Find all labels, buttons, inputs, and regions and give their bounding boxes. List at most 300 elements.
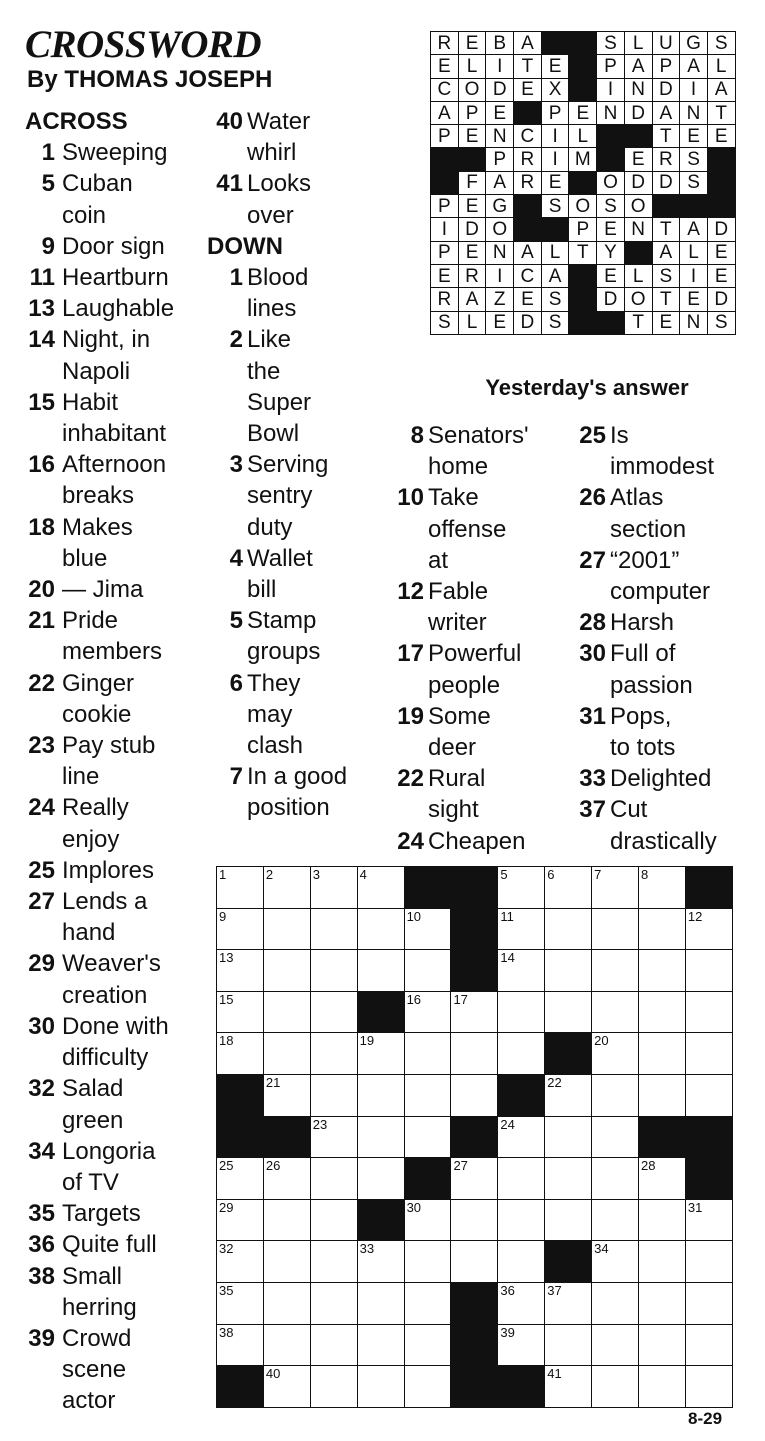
clue-text: may <box>247 700 293 728</box>
grid-cell[interactable] <box>217 1241 264 1283</box>
grid-cell[interactable] <box>685 908 732 950</box>
grid-cell[interactable] <box>451 991 498 1033</box>
clue-down-19 <box>388 701 553 763</box>
answer-letter: E <box>458 125 486 148</box>
clue-across-18 <box>25 512 200 574</box>
grid-cell[interactable] <box>451 1241 498 1283</box>
black-square <box>569 288 597 311</box>
grid-cell[interactable] <box>263 950 310 992</box>
black-square <box>498 1074 545 1116</box>
answer-letter: I <box>431 218 459 241</box>
grid-cell[interactable] <box>685 1282 732 1324</box>
answer-letter: E <box>680 288 708 311</box>
grid-cell[interactable] <box>498 1324 545 1366</box>
clue-down-24 <box>388 826 553 857</box>
cell-number: 14 <box>500 950 515 966</box>
grid-cell[interactable] <box>263 991 310 1033</box>
clue-across-35 <box>25 1198 200 1229</box>
clue-text: inhabitant <box>62 420 167 448</box>
clue-number: 30 <box>28 1012 55 1040</box>
answer-letter: C <box>514 125 542 148</box>
clue-text: Longoria <box>62 1137 156 1165</box>
grid-cell[interactable] <box>310 1282 357 1324</box>
answer-letter: P <box>541 101 569 124</box>
cell-number: 8 <box>641 867 649 882</box>
clue-number: 29 <box>28 950 55 978</box>
grid-cell[interactable] <box>545 1158 592 1200</box>
cell-number: 16 <box>406 991 422 1007</box>
answer-row <box>431 264 736 287</box>
answer-letter: I <box>541 125 569 148</box>
clue-number: 28 <box>579 609 606 637</box>
grid-cell[interactable] <box>310 1241 357 1283</box>
grid-cell[interactable] <box>310 1366 357 1408</box>
black-square <box>458 148 486 171</box>
black-square <box>451 1116 498 1158</box>
clue-text: clash <box>247 732 304 760</box>
answer-letter: E <box>707 264 735 287</box>
grid-cell[interactable] <box>310 1158 357 1200</box>
grid-cell[interactable] <box>545 908 592 950</box>
grid-cell[interactable] <box>263 1199 310 1241</box>
answer-letter: S <box>597 32 625 55</box>
answer-letter: P <box>486 148 514 171</box>
grid-cell[interactable] <box>639 991 686 1033</box>
grid-cell[interactable] <box>639 1074 686 1116</box>
grid-cell[interactable] <box>217 1199 264 1241</box>
grid-cell[interactable] <box>545 1199 592 1241</box>
clue-text: Weaver's <box>62 950 161 978</box>
grid-cell[interactable] <box>685 950 732 992</box>
clue-across-23 <box>25 730 200 792</box>
clue-number: 10 <box>397 484 424 512</box>
grid-cell[interactable] <box>592 1199 639 1241</box>
grid-cell[interactable] <box>217 867 264 909</box>
grid-cell[interactable] <box>639 1366 686 1408</box>
answer-letter: N <box>486 241 514 264</box>
clue-down-22 <box>388 763 553 825</box>
clue-text: sight <box>428 796 479 824</box>
cell-number: 40 <box>265 1366 281 1382</box>
grid-cell[interactable] <box>357 1324 404 1366</box>
answer-letter: I <box>486 55 514 78</box>
answer-letter: A <box>680 55 708 78</box>
grid-cell[interactable] <box>545 991 592 1033</box>
clue-number: 23 <box>28 732 55 760</box>
answer-letter: L <box>541 241 569 264</box>
clue-across-36 <box>25 1229 200 1260</box>
clue-number: 25 <box>579 422 606 449</box>
grid-cell[interactable] <box>451 1033 498 1075</box>
grid-cell[interactable] <box>310 1199 357 1241</box>
grid-cell[interactable] <box>498 908 545 950</box>
answer-letter: G <box>680 32 708 55</box>
grid-cell[interactable] <box>263 1282 310 1324</box>
grid-cell[interactable] <box>639 867 686 909</box>
answer-letter: D <box>514 311 542 334</box>
grid-cell[interactable] <box>357 950 404 992</box>
crossword-grid <box>216 866 733 1408</box>
answer-letter: E <box>458 195 486 218</box>
grid-cell[interactable] <box>639 950 686 992</box>
clue-text: Targets <box>62 1200 141 1228</box>
answer-letter: R <box>431 32 459 55</box>
grid-cell[interactable] <box>217 1158 264 1200</box>
grid-cell[interactable] <box>310 1074 357 1116</box>
grid-cell[interactable] <box>545 1074 592 1116</box>
grid-cell[interactable] <box>217 1324 264 1366</box>
grid-cell[interactable] <box>357 1282 404 1324</box>
grid-cell[interactable] <box>310 950 357 992</box>
grid-cell[interactable] <box>685 1033 732 1075</box>
grid-cell[interactable] <box>498 867 545 909</box>
black-square <box>569 78 597 101</box>
grid-cell[interactable] <box>263 1033 310 1075</box>
clue-down-25 <box>570 420 740 482</box>
cell-number: 39 <box>500 1324 515 1340</box>
clue-text: position <box>247 794 330 822</box>
grid-cell[interactable] <box>545 1116 592 1158</box>
grid-cell[interactable] <box>357 867 404 909</box>
clue-down-17 <box>388 638 553 700</box>
answer-row <box>431 148 736 171</box>
black-square <box>357 991 404 1033</box>
clue-text: Habit <box>62 388 119 416</box>
clue-number: 20 <box>28 576 55 604</box>
grid-cell[interactable] <box>310 1033 357 1075</box>
clue-number: 21 <box>28 607 55 635</box>
black-square <box>569 171 597 194</box>
clue-across-5 <box>25 168 200 230</box>
answer-letter: N <box>486 125 514 148</box>
grid-cell[interactable] <box>685 991 732 1033</box>
answer-letter: A <box>680 218 708 241</box>
grid-cell[interactable] <box>639 908 686 950</box>
grid-cell[interactable] <box>592 908 639 950</box>
grid-cell[interactable] <box>498 1282 545 1324</box>
answer-letter: A <box>486 171 514 194</box>
answer-letter: P <box>569 218 597 241</box>
grid-cell[interactable] <box>263 1241 310 1283</box>
grid-cell[interactable] <box>404 1282 451 1324</box>
answer-letter: D <box>707 288 735 311</box>
clue-across-32 <box>25 1073 200 1135</box>
clue-across-24 <box>25 792 200 854</box>
grid-cell[interactable] <box>685 1199 732 1241</box>
black-square <box>514 218 542 241</box>
clue-text: creation <box>62 981 148 1009</box>
cell-number: 33 <box>359 1241 375 1257</box>
answer-letter: P <box>431 195 459 218</box>
answer-letter: S <box>652 264 680 287</box>
grid-cell[interactable] <box>217 1033 264 1075</box>
answer-letter: L <box>680 241 708 264</box>
grid-cell[interactable] <box>451 1158 498 1200</box>
grid-cell[interactable] <box>592 1241 639 1283</box>
answer-letter: T <box>569 241 597 264</box>
black-square <box>597 125 625 148</box>
grid-cell[interactable] <box>498 950 545 992</box>
answer-letter: T <box>624 311 652 334</box>
grid-cell[interactable] <box>639 1324 686 1366</box>
answer-letter: E <box>569 101 597 124</box>
clue-text: enjoy <box>62 825 120 853</box>
cell-number: 26 <box>265 1158 281 1174</box>
clue-down-1 <box>207 262 367 324</box>
grid-cell[interactable] <box>545 867 592 909</box>
black-square <box>707 195 735 218</box>
clue-across-14 <box>25 324 200 386</box>
clue-down-33 <box>570 763 740 794</box>
grid-cell[interactable] <box>357 1116 404 1158</box>
grid-cell[interactable] <box>404 991 451 1033</box>
cell-number: 41 <box>547 1366 562 1382</box>
grid-cell[interactable] <box>545 950 592 992</box>
grid-cell[interactable] <box>404 950 451 992</box>
grid-cell[interactable] <box>592 1282 639 1324</box>
clue-text: groups <box>247 638 321 666</box>
clue-across-21 <box>25 605 200 667</box>
clue-text: Laughable <box>62 295 175 323</box>
answer-letter: L <box>624 32 652 55</box>
grid-cell[interactable] <box>357 1241 404 1283</box>
grid-cell[interactable] <box>357 1033 404 1075</box>
grid-cell[interactable] <box>357 1158 404 1200</box>
grid-cell[interactable] <box>217 950 264 992</box>
clue-text: Sweeping <box>62 139 168 167</box>
grid-cell[interactable] <box>592 867 639 909</box>
clue-across-11 <box>25 262 200 293</box>
black-square <box>541 32 569 55</box>
answer-letter: D <box>707 218 735 241</box>
clue-text: Serving <box>247 451 329 479</box>
clue-number: 11 <box>29 264 55 292</box>
clue-across-38 <box>25 1261 200 1323</box>
clue-across-40 <box>207 106 367 168</box>
grid-cell[interactable] <box>685 1074 732 1116</box>
grid-cell[interactable] <box>592 1116 639 1158</box>
grid-cell[interactable] <box>685 1324 732 1366</box>
grid-cell[interactable] <box>639 1158 686 1200</box>
answer-letter: Y <box>597 241 625 264</box>
grid-cell[interactable] <box>592 950 639 992</box>
grid-row <box>217 1324 733 1366</box>
answer-row <box>431 32 736 55</box>
grid-cell[interactable] <box>404 1366 451 1408</box>
clue-column-4 <box>570 420 740 857</box>
grid-cell[interactable] <box>685 1366 732 1408</box>
answer-row <box>431 195 736 218</box>
clue-number: 33 <box>579 765 606 793</box>
clue-number: 22 <box>397 765 424 793</box>
grid-cell[interactable] <box>639 1033 686 1075</box>
clue-text: passion <box>610 671 693 699</box>
grid-cell[interactable] <box>404 1033 451 1075</box>
grid-cell[interactable] <box>685 1241 732 1283</box>
clue-text: Quite full <box>62 1231 157 1259</box>
clue-down-28 <box>570 607 740 638</box>
answer-letter: N <box>624 78 652 101</box>
clue-number: 37 <box>579 796 606 824</box>
clue-text: They <box>247 669 301 697</box>
clue-number: 34 <box>28 1137 55 1165</box>
grid-cell[interactable] <box>217 908 264 950</box>
clue-text: difficulty <box>62 1044 149 1072</box>
answer-letter: S <box>597 195 625 218</box>
grid-cell[interactable] <box>404 1199 451 1241</box>
clue-text: the <box>247 357 281 385</box>
grid-cell[interactable] <box>592 991 639 1033</box>
clue-number: 32 <box>28 1075 55 1103</box>
grid-cell[interactable] <box>592 1074 639 1116</box>
black-square <box>451 1366 498 1408</box>
clue-across-22 <box>25 668 200 730</box>
grid-cell[interactable] <box>498 1199 545 1241</box>
grid-cell[interactable] <box>404 1074 451 1116</box>
grid-cell[interactable] <box>310 1116 357 1158</box>
black-square <box>685 1116 732 1158</box>
answer-letter: E <box>707 125 735 148</box>
grid-cell[interactable] <box>263 1366 310 1408</box>
answer-letter: O <box>486 218 514 241</box>
answer-letter: O <box>458 78 486 101</box>
answer-letter: N <box>680 311 708 334</box>
answer-letter: C <box>514 264 542 287</box>
grid-cell[interactable] <box>639 1199 686 1241</box>
grid-cell[interactable] <box>263 867 310 909</box>
clue-text: whirl <box>247 139 297 167</box>
answer-letter: S <box>541 195 569 218</box>
grid-cell[interactable] <box>498 1033 545 1075</box>
grid-cell[interactable] <box>498 1241 545 1283</box>
answer-letter: E <box>652 311 680 334</box>
grid-cell[interactable] <box>545 1282 592 1324</box>
answer-row <box>431 171 736 194</box>
clue-text: coin <box>62 201 107 229</box>
clue-text: blue <box>62 544 108 572</box>
down-heading: DOWN <box>207 232 283 260</box>
grid-cell[interactable] <box>592 1366 639 1408</box>
clue-across-29 <box>25 948 200 1010</box>
grid-cell[interactable] <box>217 991 264 1033</box>
grid-cell[interactable] <box>357 1366 404 1408</box>
grid-row <box>217 867 733 909</box>
grid-cell[interactable] <box>498 1158 545 1200</box>
cell-number: 20 <box>594 1033 609 1049</box>
grid-row <box>217 908 733 950</box>
cell-number: 38 <box>219 1324 234 1340</box>
black-square <box>541 218 569 241</box>
grid-cell[interactable] <box>404 1324 451 1366</box>
clue-text: Wallet <box>247 544 313 572</box>
answer-letter: M <box>569 148 597 171</box>
cell-number: 19 <box>359 1033 375 1049</box>
grid-cell[interactable] <box>217 1282 264 1324</box>
clue-text: Crowd <box>62 1324 132 1352</box>
grid-cell[interactable] <box>639 1241 686 1283</box>
grid-cell[interactable] <box>263 908 310 950</box>
cell-number: 36 <box>500 1282 515 1298</box>
answer-letter: T <box>514 55 542 78</box>
grid-cell[interactable] <box>592 1158 639 1200</box>
grid-cell[interactable] <box>592 1033 639 1075</box>
clue-text: Really <box>62 794 129 822</box>
grid-cell[interactable] <box>498 991 545 1033</box>
clue-number: 8 <box>410 422 424 449</box>
answer-letter: E <box>514 288 542 311</box>
grid-cell[interactable] <box>404 908 451 950</box>
grid-cell[interactable] <box>310 908 357 950</box>
answer-letter: I <box>486 264 514 287</box>
clue-text: section <box>610 515 687 543</box>
answer-letter: E <box>597 264 625 287</box>
clue-text: bill <box>247 576 277 604</box>
black-square <box>639 1116 686 1158</box>
clue-number: 40 <box>216 108 243 135</box>
clue-across-20 <box>25 574 200 605</box>
cell-number: 9 <box>219 908 227 924</box>
cell-number: 31 <box>687 1199 703 1215</box>
grid-cell[interactable] <box>263 1324 310 1366</box>
cell-number: 12 <box>687 908 703 924</box>
clue-number: 38 <box>28 1262 55 1290</box>
grid-cell[interactable] <box>263 1158 310 1200</box>
clue-across-13 <box>25 293 200 324</box>
clue-number: 3 <box>229 451 243 479</box>
answer-letter: R <box>431 288 459 311</box>
cell-number: 24 <box>500 1116 515 1132</box>
answer-letter: L <box>569 125 597 148</box>
grid-cell[interactable] <box>310 867 357 909</box>
cell-number: 5 <box>500 867 508 882</box>
grid-cell[interactable] <box>404 1116 451 1158</box>
answer-letter: G <box>486 195 514 218</box>
answer-letter: P <box>597 55 625 78</box>
clue-text: Small <box>62 1262 123 1290</box>
clue-down-2 <box>207 324 367 449</box>
grid-cell[interactable] <box>498 1116 545 1158</box>
cell-number: 10 <box>406 908 422 924</box>
answer-letter: A <box>514 32 542 55</box>
answer-letter: E <box>597 218 625 241</box>
grid-cell[interactable] <box>357 1074 404 1116</box>
grid-cell[interactable] <box>263 1074 310 1116</box>
clue-text: actor <box>62 1387 116 1415</box>
clue-down-6 <box>207 668 367 762</box>
answer-letter: A <box>458 288 486 311</box>
grid-cell[interactable] <box>357 908 404 950</box>
grid-cell[interactable] <box>451 1199 498 1241</box>
grid-cell[interactable] <box>310 991 357 1033</box>
answer-letter: E <box>514 78 542 101</box>
grid-cell[interactable] <box>545 1366 592 1408</box>
clue-text: “2001” <box>610 546 680 574</box>
clue-text: Atlas <box>610 484 664 512</box>
grid-cell[interactable] <box>592 1324 639 1366</box>
cell-number: 21 <box>265 1074 281 1090</box>
clue-text: Rural <box>428 765 486 793</box>
grid-cell[interactable] <box>310 1324 357 1366</box>
grid-cell[interactable] <box>404 1241 451 1283</box>
answer-letter: N <box>624 218 652 241</box>
cell-number: 35 <box>219 1282 234 1298</box>
grid-cell[interactable] <box>451 1074 498 1116</box>
answer-letter: C <box>431 78 459 101</box>
black-square <box>707 148 735 171</box>
grid-cell[interactable] <box>639 1282 686 1324</box>
grid-cell[interactable] <box>545 1324 592 1366</box>
clue-across-25 <box>25 855 200 886</box>
